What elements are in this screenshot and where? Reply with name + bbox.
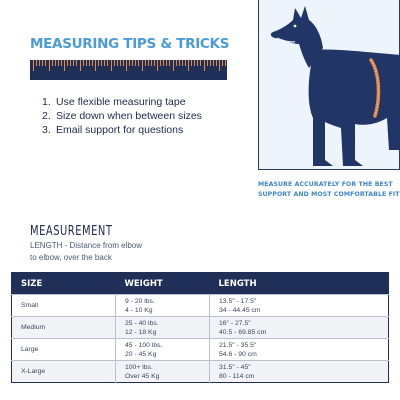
length-in: 16" - 27.5" xyxy=(219,319,251,327)
ruler-tick xyxy=(225,60,226,66)
tips-title: MEASURING TIPS & TRICKS xyxy=(30,36,230,52)
tips-item-number: 2. xyxy=(42,110,51,122)
ruler-tick xyxy=(120,60,121,66)
table-header-row xyxy=(12,273,389,295)
ruler-tick xyxy=(52,60,53,66)
ruler-tick xyxy=(142,60,143,71)
ruler-tick xyxy=(45,60,46,66)
table-row xyxy=(12,317,389,339)
length-cell xyxy=(210,339,389,361)
header-length: LENGTH xyxy=(210,273,389,295)
size-cell: Large xyxy=(12,339,116,361)
ruler-tick xyxy=(76,60,77,66)
dog-caption-line: MEASURE ACCURATELY FOR THE BEST xyxy=(258,181,393,188)
ruler-tick xyxy=(83,60,84,66)
length-cm: 54.6 - 90 cm xyxy=(219,350,257,358)
ruler-tick xyxy=(49,60,50,71)
size-cell: Small xyxy=(12,295,116,317)
ruler-tick xyxy=(145,60,146,66)
ruler-tick xyxy=(197,60,198,66)
ruler-tick xyxy=(166,60,167,66)
size-cell: X-Large xyxy=(12,361,116,383)
ruler-tick xyxy=(95,60,96,71)
tips-item xyxy=(42,95,242,109)
ruler-tick xyxy=(58,60,59,66)
dog-illustration xyxy=(259,0,400,170)
tips-item xyxy=(42,123,242,137)
ruler-tick xyxy=(182,60,183,66)
ruler-tick xyxy=(222,60,223,66)
ruler-tick xyxy=(101,60,102,66)
weight-cell xyxy=(116,295,210,317)
ruler-tick xyxy=(213,60,214,66)
ruler-tick xyxy=(169,60,170,66)
ruler-tick xyxy=(129,60,130,66)
ruler-tick xyxy=(176,60,177,66)
ruler-tick xyxy=(160,60,161,66)
ruler-tick xyxy=(70,60,71,66)
tips-item-text: Use flexible measuring tape xyxy=(56,96,186,108)
table-row xyxy=(12,339,389,361)
ruler-tick xyxy=(210,60,211,66)
ruler-tick xyxy=(33,60,34,71)
weight-cell xyxy=(116,339,210,361)
ruler-tick xyxy=(104,60,105,66)
measurement-description-line: to elbow, over the back xyxy=(30,253,112,262)
ruler-tick xyxy=(73,60,74,66)
length-in: 21.5" - 35.5" xyxy=(219,341,257,349)
ruler-tick xyxy=(216,60,217,66)
dog-caption-line: SUPPORT AND MOST COMFORTABLE FIT xyxy=(258,191,400,198)
weight-kg: 4 - 10 Kg xyxy=(125,306,153,314)
length-cell xyxy=(210,295,389,317)
ruler-tick xyxy=(132,60,133,66)
ruler-tick xyxy=(151,60,152,66)
length-cell xyxy=(210,317,389,339)
ruler-tick xyxy=(179,60,180,66)
ruler-tick xyxy=(114,60,115,66)
ruler-tick xyxy=(163,60,164,66)
tips-item-number: 3. xyxy=(42,124,51,136)
size-cell: Medium xyxy=(12,317,116,339)
table-row xyxy=(12,295,389,317)
measurement-title: MEASUREMENT xyxy=(30,224,113,239)
ruler-tick xyxy=(55,60,56,66)
length-cell xyxy=(210,361,389,383)
ruler-tick xyxy=(219,60,220,71)
weight-kg: 20 - 45 Kg xyxy=(125,350,157,358)
measurement-description xyxy=(30,240,230,264)
ruler-tick xyxy=(173,60,174,71)
tips-item-text: Size down when between sizes xyxy=(56,110,202,122)
measuring-tape-graphic xyxy=(30,60,227,80)
header-size: SIZE xyxy=(12,273,116,295)
dog-illustration-panel xyxy=(258,0,400,170)
weight-lbs: 9 - 20 lbs. xyxy=(125,297,155,305)
ruler-tick xyxy=(36,60,37,66)
ruler-tick xyxy=(107,60,108,66)
ruler-tick xyxy=(80,60,81,71)
tips-item-number: 1. xyxy=(42,96,51,108)
ruler-tick xyxy=(135,60,136,66)
length-in: 31.5" - 45" xyxy=(219,363,251,371)
ruler-tick xyxy=(98,60,99,66)
weight-kg: Over 45 Kg xyxy=(125,372,160,380)
ruler-tick xyxy=(61,60,62,66)
tips-item-text: Email support for questions xyxy=(56,124,184,136)
ruler-tick xyxy=(188,60,189,71)
header-weight: WEIGHT xyxy=(116,273,210,295)
ruler-tick xyxy=(39,60,40,66)
ruler-tick xyxy=(111,60,112,71)
ruler-tick xyxy=(89,60,90,66)
ruler-tick xyxy=(157,60,158,71)
length-cm: 80 - 114 cm xyxy=(219,372,255,380)
weight-cell xyxy=(116,317,210,339)
ruler-tick xyxy=(154,60,155,66)
length-in: 13.5" - 17.5" xyxy=(219,297,257,305)
size-chart-table xyxy=(11,272,389,383)
ruler-tick xyxy=(86,60,87,66)
ruler-tick xyxy=(126,60,127,71)
tips-item xyxy=(42,109,242,123)
weight-cell xyxy=(116,361,210,383)
ruler-tick xyxy=(67,60,68,66)
dog-caption xyxy=(258,180,400,200)
ruler-tick xyxy=(117,60,118,66)
length-cm: 34 - 44.45 cm xyxy=(219,306,261,314)
ruler-tick xyxy=(64,60,65,71)
ruler-tick xyxy=(148,60,149,66)
ruler-tick xyxy=(194,60,195,66)
table-row xyxy=(12,361,389,383)
length-cm: 40.5 - 69.85 cm xyxy=(219,328,267,336)
ruler-tick xyxy=(42,60,43,66)
weight-kg: 12 - 18 Kg xyxy=(125,328,157,336)
ruler-tick xyxy=(138,60,139,66)
ruler-tick xyxy=(207,60,208,66)
ruler-tick xyxy=(92,60,93,66)
weight-lbs: 100+ lbs. xyxy=(125,363,153,371)
tips-list xyxy=(42,95,242,137)
weight-lbs: 45 - 100 lbs. xyxy=(125,341,163,349)
weight-lbs: 25 - 40 lbs. xyxy=(125,319,159,327)
measurement-description-line: LENGTH - Distance from elbow xyxy=(30,241,143,250)
ruler-tick xyxy=(191,60,192,66)
ruler-tick xyxy=(123,60,124,66)
ruler-tick xyxy=(185,60,186,66)
ruler-tick xyxy=(204,60,205,71)
ruler-tick xyxy=(200,60,201,66)
